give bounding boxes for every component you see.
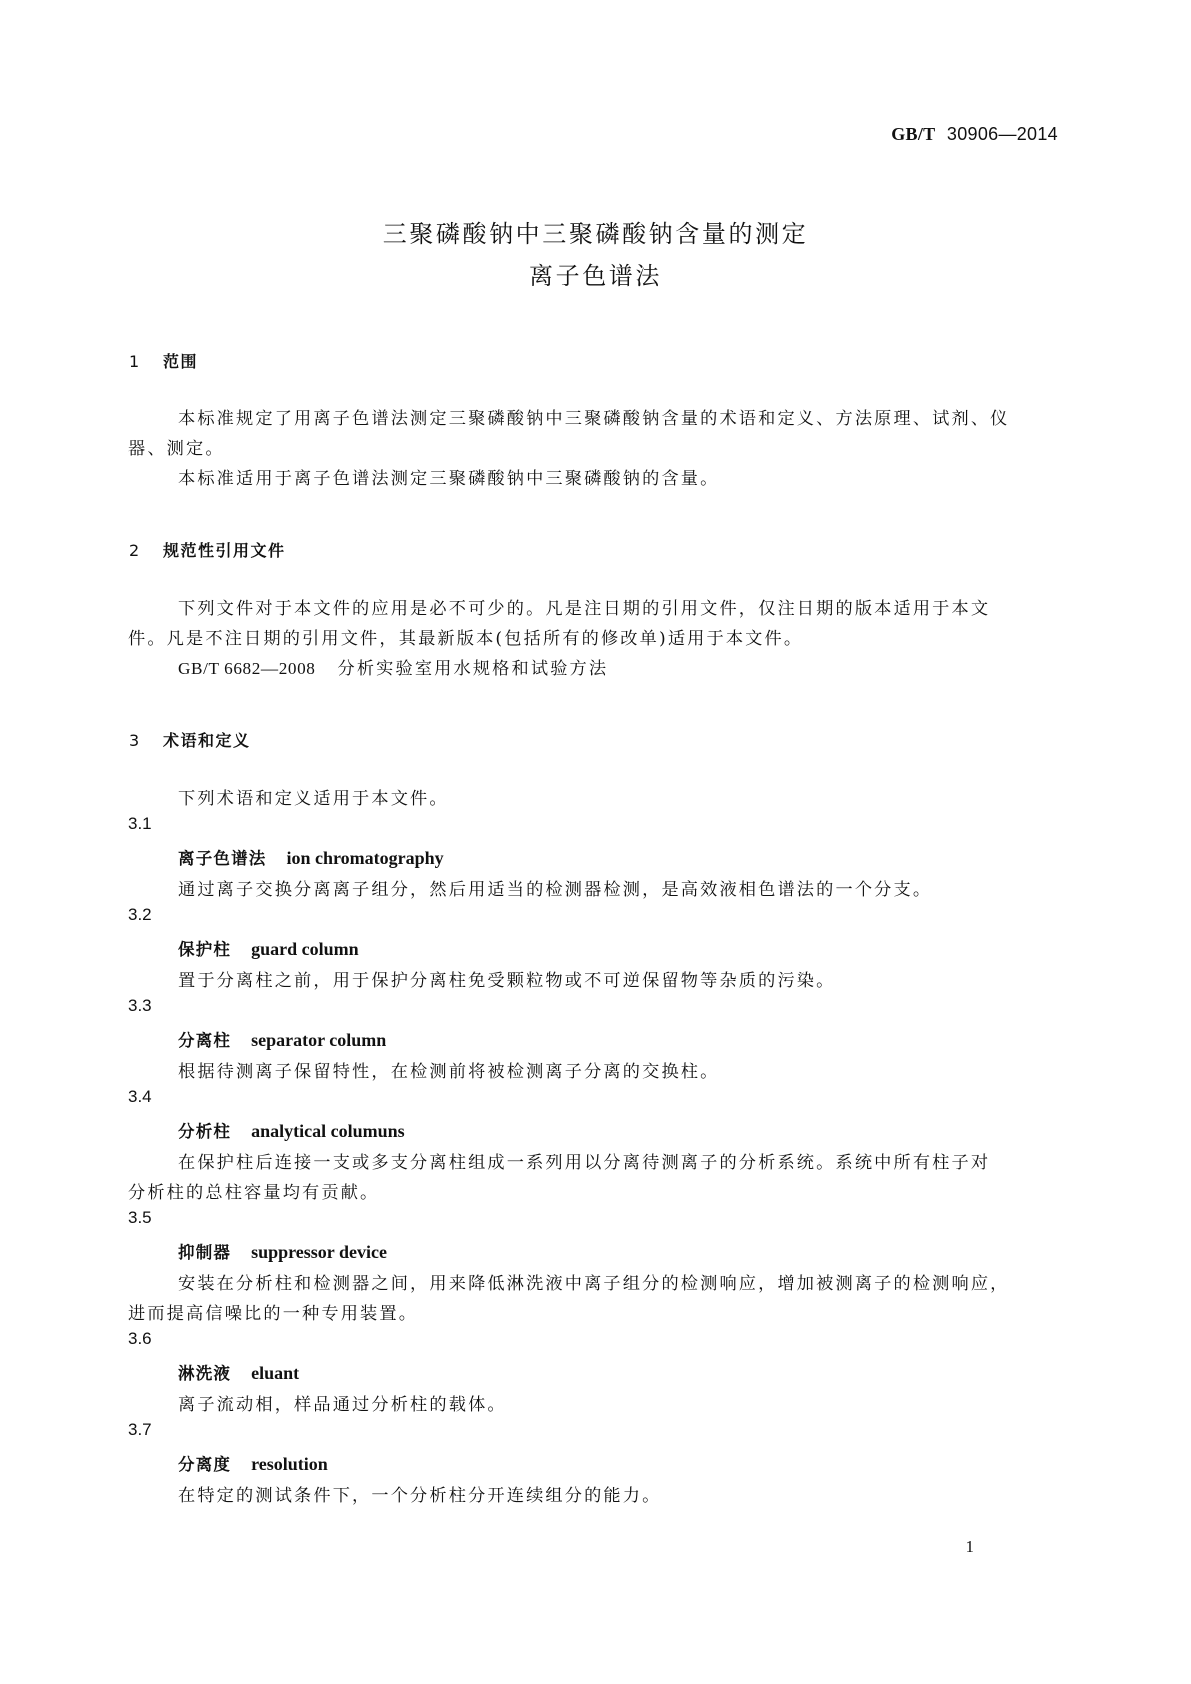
section-number: 2	[129, 541, 141, 560]
term-number: 3.6	[128, 1329, 152, 1348]
term-number: 3.7	[128, 1420, 152, 1439]
section-title: 术语和定义	[163, 731, 251, 750]
term-zh: 分析柱	[178, 1122, 232, 1141]
term-zh: 保护柱	[178, 940, 232, 959]
page-number: 1	[965, 1537, 974, 1556]
term-zh: 离子色谱法	[178, 849, 267, 868]
reference-code: GB/T 6682—2008	[178, 659, 316, 678]
paragraph: 下列文件对于本文件的应用是必不可少的。凡是注日期的引用文件，仅注日期的版本适用于本文	[178, 599, 991, 619]
term-number: 3.2	[128, 905, 152, 924]
paragraph: 本标准规定了用离子色谱法测定三聚磷酸钠中三聚磷酸钠含量的术语和定义、方法原理、试剂、仪	[178, 409, 1010, 429]
paragraph: 器、测定。	[128, 439, 225, 459]
paragraph: 件。凡是不注日期的引用文件，其最新版本(包括所有的修改单)适用于本文件。	[128, 629, 804, 649]
term-heading	[178, 1118, 405, 1142]
term-definition-cont: 分析柱的总柱容量均有贡献。	[128, 1183, 380, 1203]
section-number: 3	[129, 731, 141, 750]
term-en: eluant	[251, 1363, 300, 1383]
normative-reference	[178, 654, 608, 679]
term-definition: 根据待测离子保留特性，在检测前将被检测离子分离的交换柱。	[178, 1062, 720, 1082]
term-zh: 分离柱	[178, 1031, 232, 1050]
standard-number: 30906—2014	[946, 124, 1058, 144]
section-number: 1	[129, 352, 141, 371]
term-en: resolution	[251, 1454, 328, 1474]
section-heading-1	[129, 349, 198, 372]
term-definition: 安装在分析柱和检测器之间，用来降低淋洗液中离子组分的检测响应，增加被测离子的检测响应，	[178, 1274, 1010, 1294]
term-heading	[178, 936, 359, 960]
term-definition: 在特定的测试条件下，一个分析柱分开连续组分的能力。	[178, 1486, 662, 1506]
term-en: suppressor device	[251, 1242, 387, 1262]
term-en: guard column	[251, 939, 359, 959]
section-heading-3	[129, 728, 251, 751]
section-title: 规范性引用文件	[163, 541, 286, 560]
term-zh: 淋洗液	[178, 1364, 232, 1383]
term-number: 3.5	[128, 1208, 152, 1227]
section-heading-2	[129, 538, 286, 561]
standard-prefix: GB/T	[891, 124, 936, 144]
term-definition: 通过离子交换分离离子组分，然后用适当的检测器检测，是高效液相色谱法的一个分支。	[178, 880, 933, 900]
term-zh: 抑制器	[178, 1243, 232, 1262]
term-heading	[178, 1451, 328, 1475]
paragraph: 下列术语和定义适用于本文件。	[178, 789, 449, 809]
term-number: 3.4	[128, 1087, 152, 1106]
term-definition: 离子流动相，样品通过分析柱的载体。	[178, 1395, 507, 1415]
term-heading	[178, 845, 444, 869]
term-zh: 分离度	[178, 1455, 232, 1474]
term-en: separator column	[251, 1030, 387, 1050]
term-heading	[178, 1360, 299, 1384]
section-title: 范围	[163, 352, 199, 371]
term-heading	[178, 1239, 387, 1263]
term-number: 3.1	[128, 814, 152, 833]
term-en: ion chromatography	[286, 848, 444, 868]
document-title: 三聚磷酸钠中三聚磷酸钠含量的测定	[382, 220, 809, 248]
document-subtitle: 离子色谱法	[529, 262, 662, 290]
paragraph: 本标准适用于离子色谱法测定三聚磷酸钠中三聚磷酸钠的含量。	[178, 469, 720, 489]
term-definition-cont: 进而提高信噪比的一种专用装置。	[128, 1304, 419, 1324]
term-en: analytical columuns	[251, 1121, 405, 1141]
reference-title: 分析实验室用水规格和试验方法	[337, 659, 609, 679]
term-definition: 置于分离柱之前，用于保护分离柱免受颗粒物或不可逆保留物等杂质的污染。	[178, 971, 836, 991]
term-heading	[178, 1027, 386, 1051]
term-number: 3.3	[128, 996, 152, 1015]
term-definition: 在保护柱后连接一支或多支分离柱组成一系列用以分离待测离子的分析系统。系统中所有柱子对	[178, 1153, 991, 1173]
standard-code	[891, 124, 1058, 145]
